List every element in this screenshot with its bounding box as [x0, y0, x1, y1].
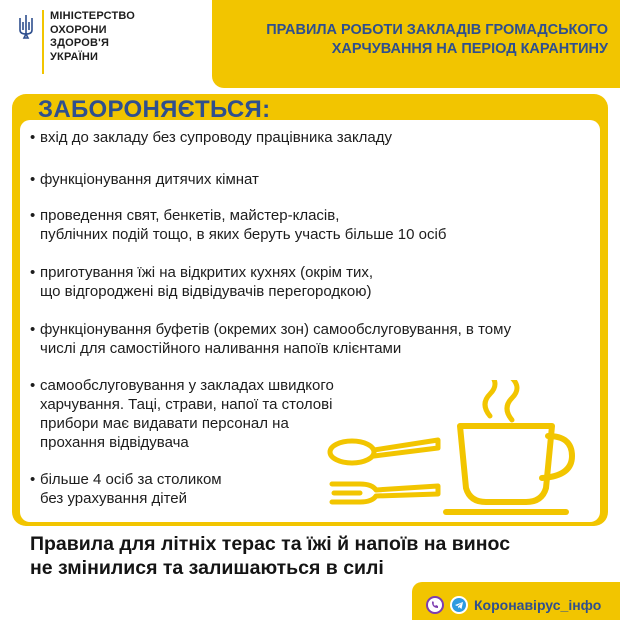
cafe-illustration — [320, 380, 590, 520]
bullet: • — [30, 171, 36, 188]
footer-line: Правила для літніх терас та їжі й напоїв на винос — [30, 533, 511, 555]
item-line: без урахування дітей — [40, 490, 188, 507]
footer-note — [30, 532, 510, 580]
item-line: харчування. Таці, страви, напої та столові — [40, 396, 333, 413]
bullet: • — [30, 471, 36, 488]
list-item — [30, 470, 222, 508]
ministry-logo — [18, 10, 135, 74]
channel-badge[interactable] — [412, 582, 620, 620]
viber-icon[interactable] — [426, 596, 444, 614]
item-line: публічних подій тощо, в яких беруть участь більше 10 осіб — [40, 226, 447, 243]
list-item — [30, 263, 373, 301]
item-line: числі для самостійного наливання напоїв клієнтами — [40, 340, 402, 357]
bullet: • — [30, 377, 36, 394]
item-line: що відгороджені від відвідувачів перегородкою) — [40, 283, 372, 300]
header — [0, 0, 620, 92]
trident-icon — [18, 14, 34, 40]
title-banner — [212, 0, 620, 88]
list-item — [30, 320, 511, 358]
item-line: прибори має видавати персонал на — [40, 415, 289, 432]
logo-divider — [42, 10, 44, 74]
ministry-line: МІНІСТЕРСТВО — [50, 10, 136, 22]
list-item — [30, 206, 446, 244]
fork-icon — [332, 484, 438, 502]
item-line: проведення свят, бенкетів, майстер-класів, — [40, 207, 340, 224]
item-line: функціонування дитячих кімнат — [40, 171, 259, 188]
telegram-icon[interactable] — [450, 596, 468, 614]
spoon-icon — [330, 440, 438, 463]
title-line: ХАРЧУВАННЯ НА ПЕРІОД КАРАНТИНУ — [331, 41, 608, 57]
list-item — [30, 376, 334, 452]
ministry-line: ОХОРОНИ — [50, 23, 107, 36]
ministry-name — [50, 10, 135, 64]
prohibited-heading: ЗАБОРОНЯЄТЬСЯ: — [38, 96, 271, 123]
list-item — [30, 170, 259, 189]
channel-name[interactable]: Коронавірус_інфо — [474, 597, 602, 613]
cup-icon — [460, 426, 572, 502]
channel-badge-inner[interactable] — [420, 590, 620, 620]
bullet: • — [30, 129, 36, 146]
item-line: вхід до закладу без супроводу працівника закладу — [40, 129, 393, 146]
item-line: приготування їжі на відкритих кухнях (окрім тих, — [40, 264, 374, 281]
bullet: • — [30, 264, 36, 281]
bullet: • — [30, 207, 36, 224]
item-line: прохання відвідувача — [40, 434, 189, 451]
title-banner-inner — [220, 0, 620, 80]
list-item — [30, 128, 392, 147]
ministry-line: ЗДОРОВ'Я — [50, 37, 110, 49]
ministry-line: УКРАЇНИ — [50, 50, 99, 63]
item-line: більше 4 осіб за столиком — [40, 471, 222, 488]
steam-icon — [485, 380, 517, 420]
footer-line: не змінилися та залишаються в силі — [30, 557, 384, 579]
title-line: ПРАВИЛА РОБОТИ ЗАКЛАДІВ ГРОМАДСЬКОГО — [266, 22, 608, 38]
item-line: функціонування буфетів (окремих зон) самообслуговування, в тому — [40, 321, 512, 338]
bullet: • — [30, 321, 36, 338]
item-line: самообслуговування у закладах швидкого — [40, 377, 334, 394]
